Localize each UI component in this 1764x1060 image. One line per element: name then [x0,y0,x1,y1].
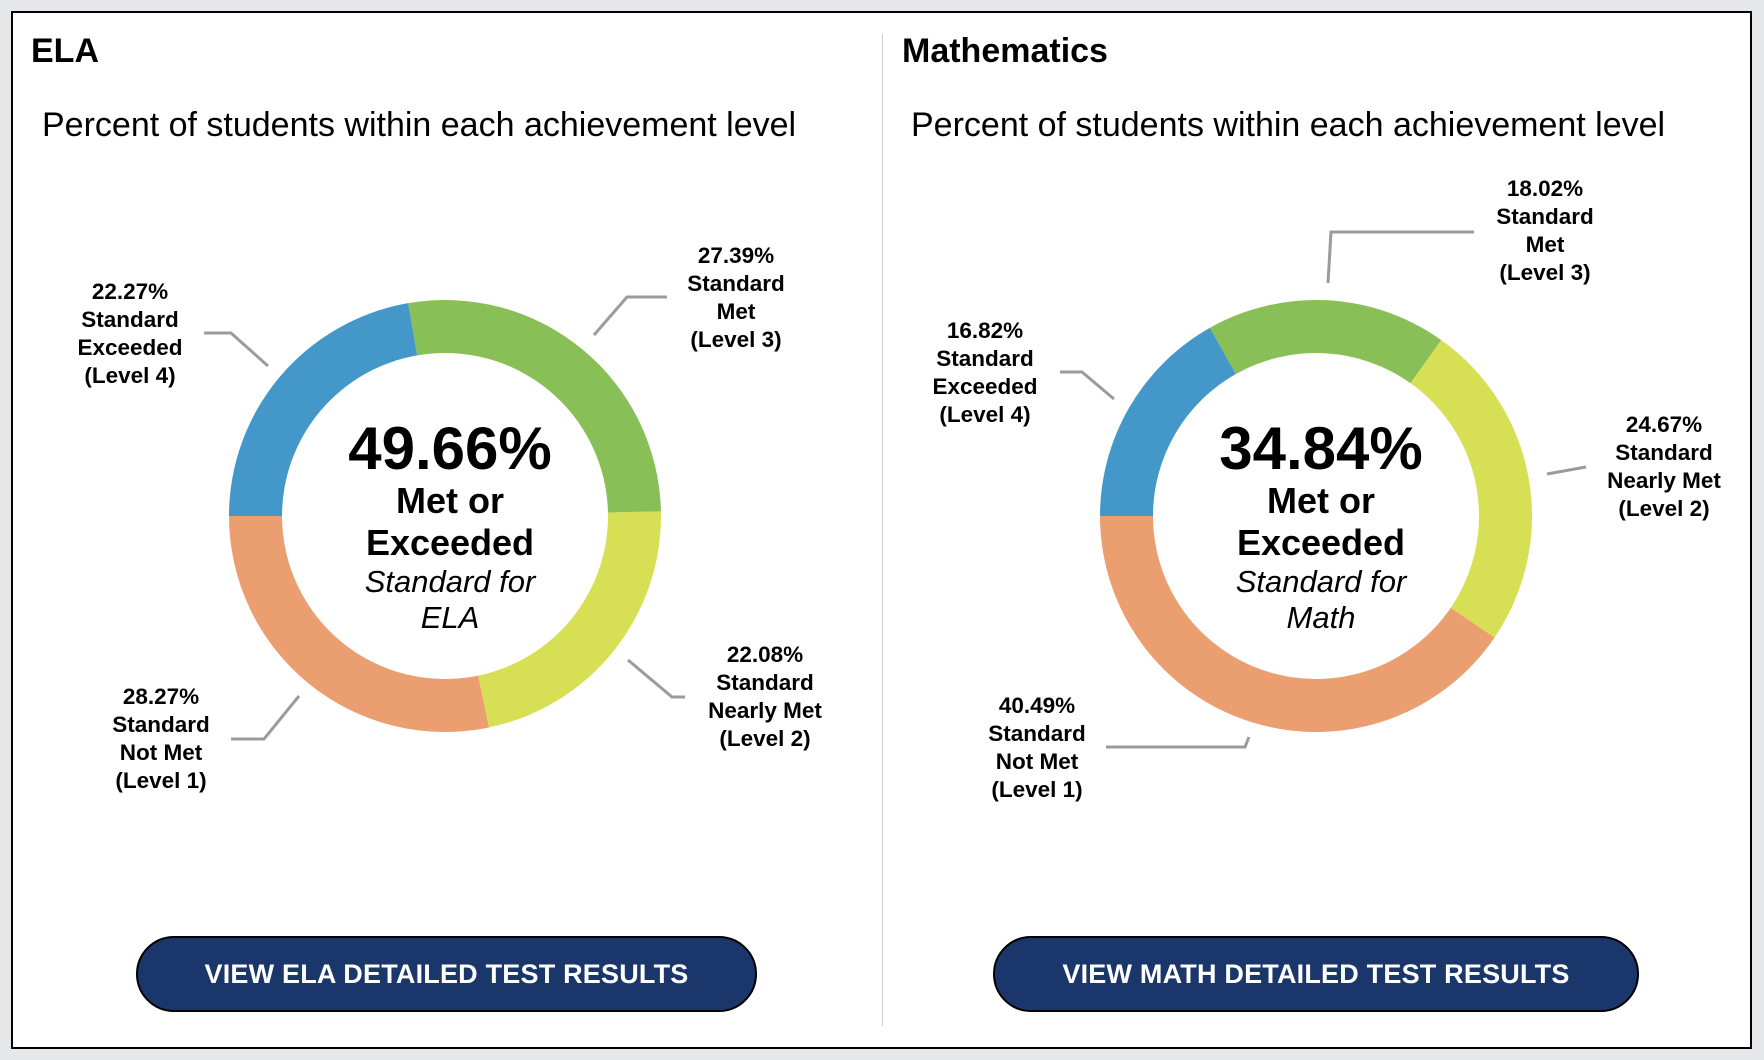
ela-center-line3: Standard for [364,564,536,599]
math-center-summary [1206,415,1436,636]
view-ela-results-button[interactable]: VIEW ELA DETAILED TEST RESULTS [136,936,757,1012]
ela-leader-level2 [628,660,685,697]
ela-label-level3: 27.39% Standard Met (Level 3) [687,243,785,352]
math-label-level1: 40.49% Standard Not Met (Level 1) [988,693,1086,802]
math-label-level4: 16.82% Standard Exceeded (Level 4) [932,318,1038,427]
ela-label-level2: 22.08% Standard Nearly Met (Level 2) [708,642,822,751]
math-slice-level3 [1210,300,1441,383]
view-math-results-button[interactable]: VIEW MATH DETAILED TEST RESULTS [993,936,1639,1012]
ela-leader-level3 [594,297,667,335]
math-label-level2: 24.67% Standard Nearly Met (Level 2) [1607,412,1721,521]
math-center-line4: Math [1286,600,1356,635]
math-center-line2: Exceeded [1236,522,1406,563]
ela-label-level1: 28.27% Standard Not Met (Level 1) [112,684,210,793]
ela-center-percent: 49.66% [348,415,552,482]
math-leader-level1 [1106,737,1249,747]
math-leader-level4 [1060,372,1114,399]
ela-center-line4: ELA [420,600,480,635]
ela-center-line2: Exceeded [365,522,535,563]
ela-center-summary [335,415,565,636]
math-center-percent: 34.84% [1219,415,1423,482]
math-heading: Mathematics [902,32,1108,70]
math-leader-level3 [1328,232,1474,283]
ela-center-line1: Met or [396,480,504,521]
math-leader-level2 [1547,467,1586,474]
ela-leader-level1 [231,696,299,739]
ela-label-level4: 22.27% Standard Exceeded (Level 4) [77,279,183,388]
ela-leader-level4 [204,333,268,366]
ela-heading: ELA [31,32,99,70]
ela-chart-title: Percent of students within each achievement level [42,106,797,144]
math-center-line1: Met or [1267,480,1375,521]
math-center-line3: Standard for [1235,564,1407,599]
math-chart-title: Percent of students within each achievement level [911,106,1666,144]
math-label-level3: 18.02% Standard Met (Level 3) [1496,176,1594,285]
